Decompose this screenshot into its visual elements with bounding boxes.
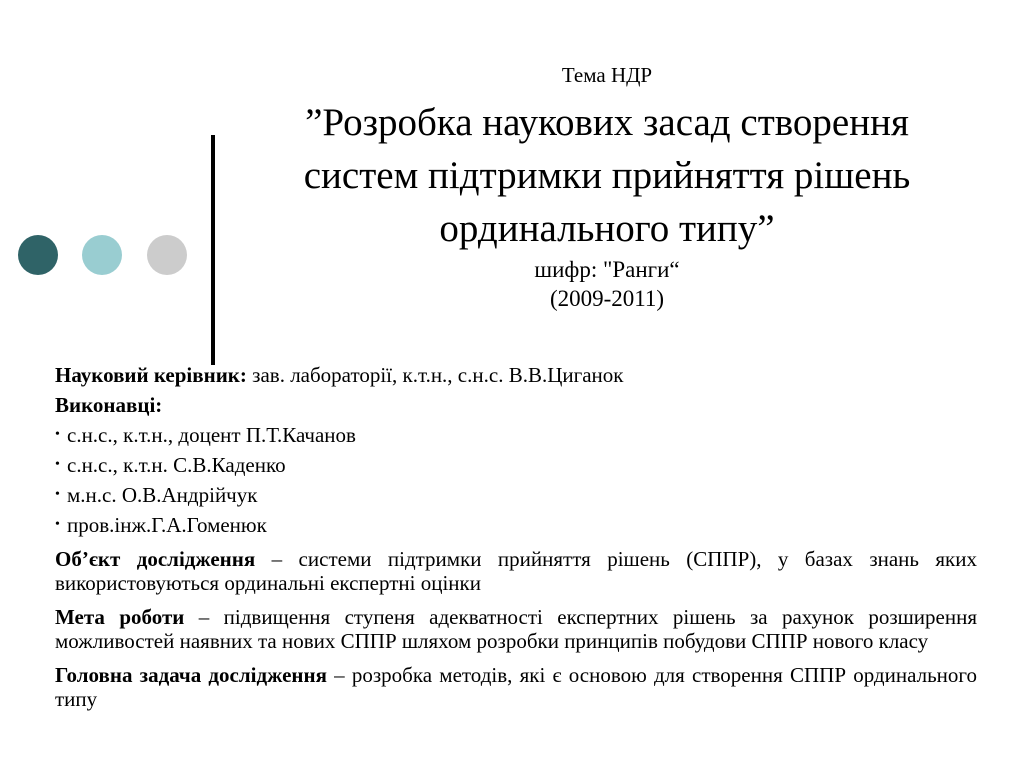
research-object-label: Об’єкт дослідження — [55, 547, 256, 571]
list-item — [55, 513, 977, 537]
bullet-icon: • — [55, 487, 60, 502]
executors-list — [55, 423, 977, 537]
supervisor-line — [55, 363, 977, 387]
decorative-dot-light — [82, 235, 122, 275]
cipher-label: шифр: "Ранги“ — [534, 257, 680, 282]
executors-heading — [55, 393, 977, 417]
slide-title-line-3: ординального типу” — [439, 207, 775, 250]
goal-text: – підвищення ступеня адекватності експертних рішень за рахунок розширення можливостей наявних та нових СППР шляхом розробки принципів побудови СППР нового класу — [55, 605, 977, 653]
list-item — [55, 453, 977, 477]
research-object-paragraph — [55, 547, 977, 595]
slide-title-line-2: систем підтримки прийняття рішень — [303, 154, 911, 197]
main-task-paragraph — [55, 663, 977, 711]
executor-text: м.н.с. О.В.Андрійчук — [67, 483, 258, 507]
bullet-icon: • — [55, 427, 60, 442]
supervisor-text: зав. лабораторії, к.т.н., с.н.с. В.В.Циганок — [246, 363, 624, 387]
slide-title — [240, 96, 974, 255]
years-label: (2009-2011) — [549, 286, 665, 311]
executors-label: Виконавці: — [55, 393, 163, 417]
decorative-dot-dark — [18, 235, 58, 275]
goal-label: Мета роботи — [55, 605, 185, 629]
list-item — [55, 483, 977, 507]
supervisor-label: Науковий керівник: — [55, 363, 247, 387]
research-object-text: – системи підтримки прийняття рішень (СППР), у базах знань яких використовуються ординальні експертні оцінки — [55, 547, 977, 595]
main-task-label: Головна задача дослідження — [55, 663, 327, 687]
slide-content — [55, 363, 977, 711]
slide-title-line-1: ”Розробка наукових засад створення — [305, 101, 909, 144]
goal-paragraph — [55, 605, 977, 653]
decorative-vertical-line — [211, 135, 215, 365]
topic-label: Тема НДР — [561, 63, 653, 87]
bullet-icon: • — [55, 457, 60, 472]
bullet-icon: • — [55, 517, 60, 532]
main-task-text: – розробка методів, які є основою для створення СППР ординального типу — [55, 663, 977, 711]
executor-text: с.н.с., к.т.н. С.В.Каденко — [67, 453, 286, 477]
executor-text: с.н.с., к.т.н., доцент П.Т.Качанов — [67, 423, 356, 447]
title-block — [240, 62, 974, 313]
list-item — [55, 423, 977, 447]
executor-text: пров.інж.Г.А.Гоменюк — [67, 513, 267, 537]
decorative-dot-gray — [147, 235, 187, 275]
